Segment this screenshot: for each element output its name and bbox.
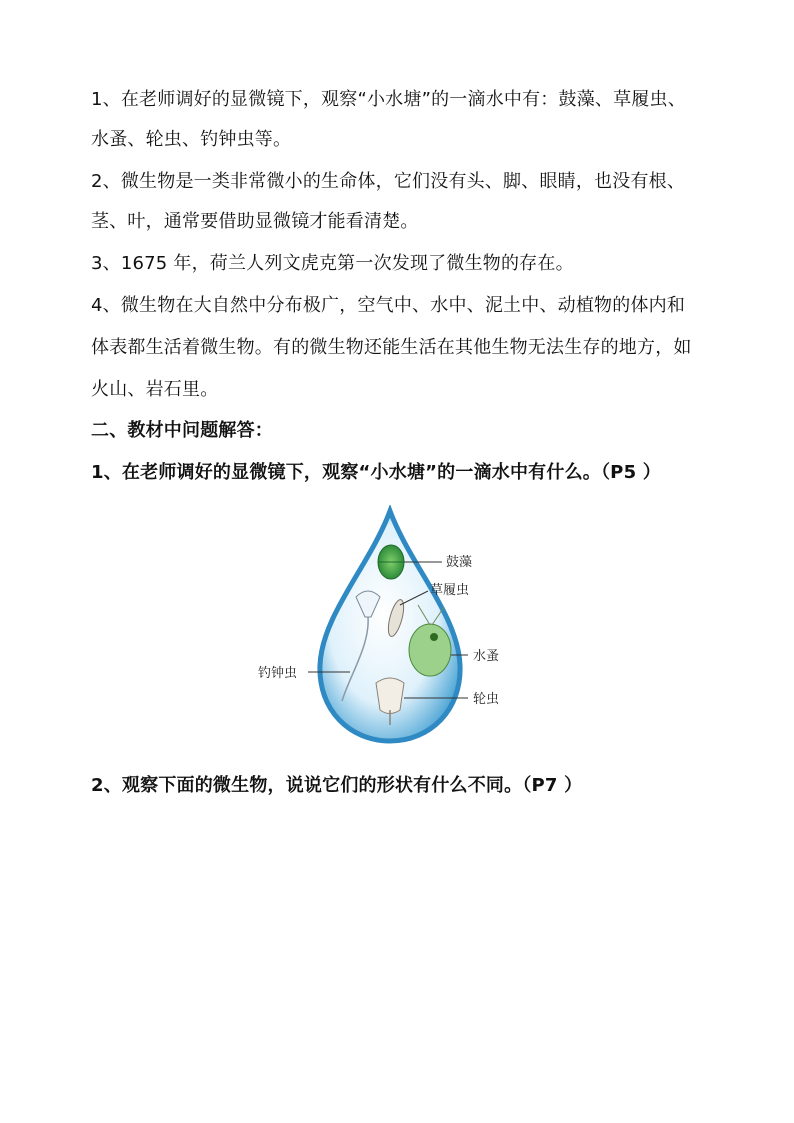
desmid-organism [378,545,404,579]
paragraph-4-line-1: 4、微生物在大自然中分布极广，空气中、水中、泥土中、动植物的体内和 [91,295,686,316]
label-vorticella: 钓钟虫 [258,666,298,681]
paragraph-2-line-2: 茎、叶，通常要借助显微镜才能看清楚。 [91,211,419,232]
label-water-flea: 水蚤 [473,649,500,664]
question-1: 1、在老师调好的显微镜下，观察“小水塘”的一滴水中有什么。（P5 ） [91,462,661,483]
paragraph-1-line-1: 1、在老师调好的显微镜下，观察“小水塘”的一滴水中有：鼓藻、草履虫、 [91,89,686,110]
label-paramecium: 草履虫 [430,583,470,598]
label-desmid: 鼓藻 [446,555,473,570]
water-drop-illustration [250,505,530,750]
paragraph-4-line-3: 火山、岩石里。 [91,379,219,400]
label-rotifer: 轮虫 [473,692,500,707]
water-drop-figure [250,505,530,750]
paragraph-1-line-2: 水蚤、轮虫、钓钟虫等。 [91,129,292,150]
paragraph-4-line-2: 体表都生活着微生物。有的微生物还能生活在其他生物无法生存的地方，如 [91,337,692,358]
question-2: 2、观察下面的微生物，说说它们的形状有什么不同。（P7 ） [91,775,583,796]
paragraph-2-line-1: 2、微生物是一类非常微小的生命体，它们没有头、脚、眼睛，也没有根、 [91,171,686,192]
paragraph-3-line-1: 3、1675 年，荷兰人列文虎克第一次发现了微生物的存在。 [91,253,574,274]
section-heading: 二、教材中问题解答： [91,420,273,441]
